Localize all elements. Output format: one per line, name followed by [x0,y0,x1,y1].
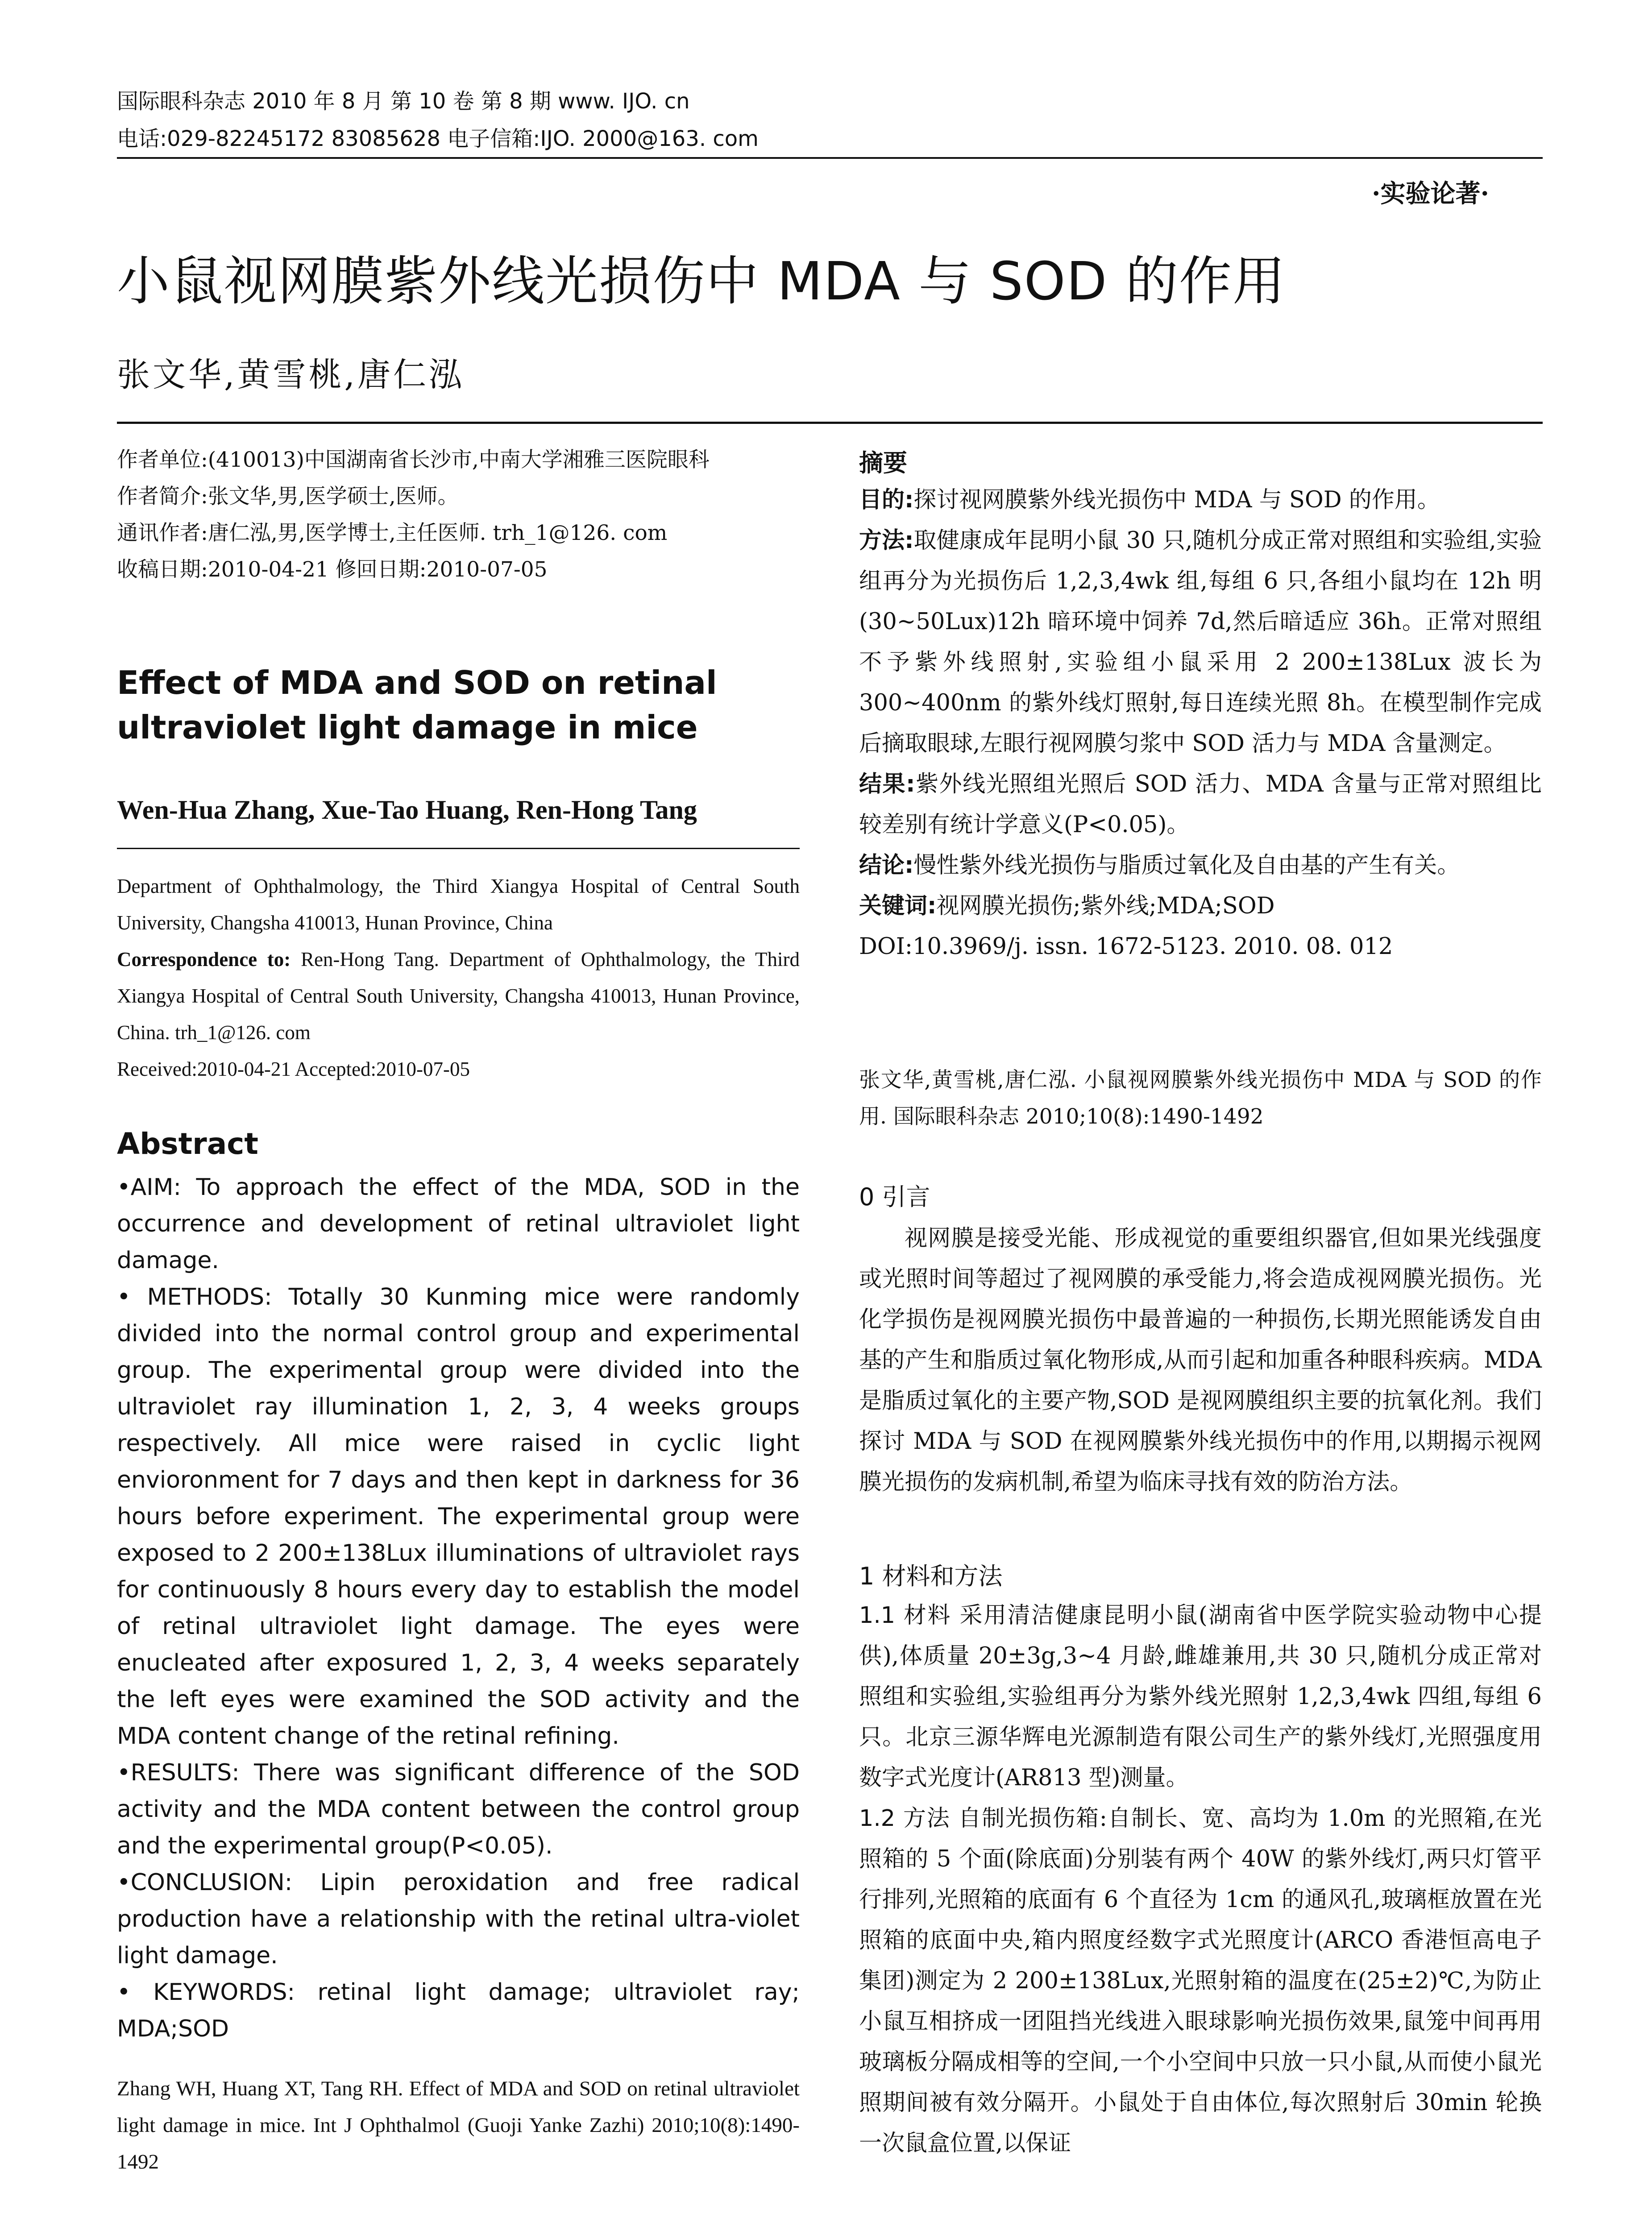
keywords-zh-text: 视网膜光损伤;紫外线;MDA;SOD [936,893,1275,919]
abstract-zh-body [859,480,1542,967]
section-1-2-label: 1.2 方法 [859,1805,951,1832]
methods-zh-text: 取健康成年昆明小鼠 30 只,随机分成正常对照组和实验组,实验组再分为光损伤后 1,2,3,4wk 组,每组 6 只,各组小鼠均在 12h 明(30~50Lux)12h 暗环境中饲养 7d,然后暗适应 36h。正常对照组不予紫外线照射,实验组小鼠采用 2 200±138Lux 波长为 300~400nm 的紫外线灯照射,每日连续光照 8h。在模型制作完成后摘取眼球,左眼行视网膜匀浆中 SOD 活力与 MDA 含量测定。 [859,527,1542,757]
abstract-en-heading: Abstract [117,1127,258,1161]
author-affiliation: 作者单位:(410013)中国湖南省长沙市,中南大学湘雅三医院眼科 [117,448,710,472]
doi: DOI:10.3969/j. issn. 1672-5123. 2010. 08. 012 [859,933,1393,960]
affiliation-en-block [117,868,800,1087]
journal-header-line2: 电话:029-82245172 83085628 电子信箱:IJO. 2000@163. com [117,126,759,151]
abstract-zh-aim [859,480,1542,520]
authors-en-rule [117,848,800,849]
keywords-zh-label: 关键词: [859,893,937,919]
correspondence-en [117,941,800,1051]
results-label: •RESULTS: [117,1759,240,1786]
authors-zh: 张文华,黄雪桃,唐仁泓 [117,356,465,394]
header-rule [117,157,1543,159]
journal-header-line1: 国际眼科杂志 2010 年 8 月 第 10 卷 第 8 期 www. IJO. cn [117,89,690,114]
results-zh-label: 结果: [859,771,915,797]
aim-zh-text: 探讨视网膜紫外线光损伤中 MDA 与 SOD 的作用。 [913,487,1440,513]
received-dates-zh: 收稿日期:2010-04-21 修回日期:2010-07-05 [117,557,548,582]
keywords-label: • KEYWORDS: [117,1979,295,2006]
citation-zh: 张文华,黄雪桃,唐仁泓. 小鼠视网膜紫外线光损伤中 MDA 与 SOD 的作用. 国际眼科杂志 2010;10(8):1490-1492 [859,1068,1542,1129]
abstract-en-body [117,1169,800,2047]
methods-heading: 1 材料和方法 [859,1562,1003,1590]
author-info-block [117,442,800,588]
abstract-zh-methods [859,520,1542,764]
keywords-text: retinal light damage; ultraviolet ray; MDA;SOD [117,1979,800,2042]
article-title-en: Effect of MDA and SOD on retinal ultraviolet light damage in mice [117,664,717,746]
correspondence-label: Correspondence to: [117,948,291,970]
section-tag: ·实验论著· [1372,179,1489,208]
conclusion-zh-text: 慢性紫外线光损伤与脂质过氧化及自由基的产生有关。 [913,852,1460,879]
abstract-en-methods [117,1279,800,1754]
article-title-zh: 小鼠视网膜紫外线光损伤中 MDA 与 SOD 的作用 [117,250,1286,312]
abstract-zh-heading: 摘要 [859,449,907,477]
conclusion-zh-label: 结论: [859,852,914,879]
section-1-2 [859,1798,1542,2164]
section-1-1-text: 采用清洁健康昆明小鼠(湖南省中医学院实验动物中心提供),体质量 20±3g,3~4 月龄,雌雄兼用,共 30 只,随机分成正常对照组和实验组,实验组再分为紫外线光照射 1,2,3,4wk 四组,每组 6 只。北京三源华辉电光源制造有限公司生产的紫外线灯,光照强度用数字式光度计(AR813 型)测量。 [859,1602,1542,1791]
abstract-en-conclusion [117,1864,800,1974]
methods-text: Totally 30 Kunming mice were randomly divided into the normal control group and experimental group. The experimental group were divided into the ultraviolet ray illumination 1, 2, 3, 4 weeks groups respectively. All mice were raised in cyclic light envioronment for 7 days and then kept in darkness for 36 hours before experiment. The experimental group were exposed to 2 200±138Lux illuminations of ultraviolet rays for continuously 8 hours every day to establish the model of retinal ultraviolet light damage. The eyes were enucleated after exposured 1, 2, 3, 4 weeks separately the left eyes were examined the SOD activity and the MDA content change of the retinal refining. [117,1284,800,1750]
received-dates-en: Received:2010-04-21 Accepted:2010-07-05 [117,1058,470,1080]
abstract-zh-conclusion [859,845,1542,886]
aim-text: To approach the effect of the MDA, SOD in the occurrence and development of retinal ultraviolet light damage. [117,1174,800,1274]
corresponding-author: 通讯作者:唐仁泓,男,医学博士,主任医师. trh_1@126. com [117,521,668,545]
conclusion-text: Lipin peroxidation and free radical production have a relationship with the retinal ultra-violet light damage. [117,1869,800,1969]
abstract-zh-results [859,764,1542,845]
title-rule [117,422,1543,424]
conclusion-label: •CONCLUSION: [117,1869,293,1896]
methods-section [859,1595,1542,2164]
abstract-en-keywords [117,1974,800,2047]
abstract-en-aim [117,1169,800,1279]
section-1-1-label: 1.1 材料 [859,1602,951,1629]
results-zh-text: 紫外线光照组光照后 SOD 活力、MDA 含量与正常对照组比较差别有统计学意义(P<0.05)。 [859,771,1542,838]
abstract-zh-keywords [859,886,1542,926]
authors-en: Wen-Hua Zhang, Xue-Tao Huang, Ren-Hong Tang [117,795,697,825]
methods-zh-label: 方法: [859,527,914,554]
abstract-en-results [117,1754,800,1864]
citation-en: Zhang WH, Huang XT, Tang RH. Effect of MDA and SOD on retinal ultraviolet light damage in mice. Int J Ophthalmol (Guoji Yanke Zazhi) 2010;10(8):1490-1492 [117,2077,800,2173]
affiliation-en: Department of Ophthalmology, the Third Xiangya Hospital of Central South University, Changsha 410013, Hunan Province, China [117,875,800,934]
intro-paragraph: 视网膜是接受光能、形成视觉的重要组织器官,但如果光线强度或光照时间等超过了视网膜的承受能力,将会造成视网膜光损伤。光化学损伤是视网膜光损伤中最普遍的一种损伤,长期光照能诱发自由基的产生和脂质过氧化物形成,从而引起和加重各种眼科疾病。MDA 是脂质过氧化的主要产物,SOD 是视网膜组织主要的抗氧化剂。我们探讨 MDA 与 SOD 在视网膜紫外线光损伤中的作用,以期揭示视网膜光损伤的发病机制,希望为临床寻找有效的防治方法。 [859,1225,1542,1495]
section-1-1 [859,1595,1542,1798]
author-bio: 作者简介:张文华,男,医学硕士,医师。 [117,484,459,509]
aim-zh-label: 目的: [859,487,914,513]
results-text: There was significant difference of the SOD activity and the MDA content between the control group and the experimental group(P<0.05). [117,1759,800,1859]
aim-label: •AIM: [117,1174,181,1201]
correspondence-text: Ren-Hong Tang. Department of Ophthalmology, the Third Xiangya Hospital of Central South University, Changsha 410013, Hunan Province, China. trh_1@126. com [117,948,800,1044]
methods-label: • METHODS: [117,1284,272,1310]
intro-heading: 0 引言 [859,1183,930,1211]
section-1-2-text: 自制光损伤箱:自制长、宽、高均为 1.0m 的光照箱,在光照箱的 5 个面(除底面)分别装有两个 40W 的紫外线灯,两只灯管平行排列,光照箱的底面有 6 个直径为 1cm 的通风孔,玻璃框放置在光照箱的底面中央,箱内照度经数字式光照度计(ARCO 香港恒高电子集团)测定为 2 200±138Lux,光照射箱的温度在(25±2)℃,为防止小鼠互相挤成一团阻挡光线进入眼球影响光损伤效果,鼠笼中间再用玻璃板分隔成相等的空间,一个小空间中只放一只小鼠,从而使小鼠光照期间被有效分隔开。小鼠处于自由体位,每次照射后 30min 轮换一次鼠盒位置,以保证 [859,1805,1542,2156]
